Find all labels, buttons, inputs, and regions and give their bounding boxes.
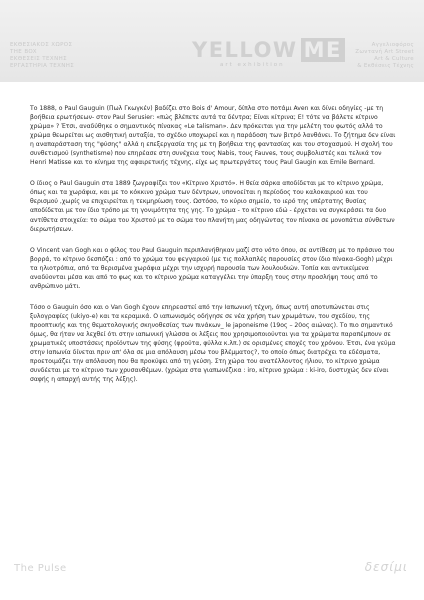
paragraph: Ο Vincent van Gogh και ο φίλος του Paul Gauguin περιπλανήθηκαν μαζί στο νότο όπου, σε αντίθεση με το πράσινο του βορρά, το κίτρινο δεσπόζει : από το χρώμα του φεγγαριού (με τις πολλαπλές παρουσίες στον ίδιο πίνακα-Gogh) μέχρι τα ηλιοτρόπια, από τα θερισμένα χωράφια μέχρι την ισχυρή παρουσία των λουλουδιών. Τοπία και αντικείμενα αναδύονται μέσα και από το φως και το κίτρινο χρώμα καταγγέλει την ύπαρξη τους στην προσλήψη τους από το ανθρώπινο μάτι. xyxy=(30,246,395,290)
header-right-line: Art & Culture xyxy=(374,56,414,62)
header-left-line: ΕΡΓΑΣΤΗΡΙΑ ΤΕΧΝΗΣ xyxy=(10,63,75,69)
header-left-line: ΕΚΘΕΣΕΙΣ ΤΕΧΝΗΣ xyxy=(10,56,68,62)
article-body xyxy=(30,104,396,396)
header-left-line: THE BOX xyxy=(10,49,37,55)
footer-right-watermark: δεσίμι xyxy=(364,560,408,574)
footer-left-watermark: The Pulse xyxy=(14,563,67,574)
paragraph: Τόσο ο Gauguin όσο και ο Van Gogh έχουν επηρεαστεί από την Ιαπωνική τέχνη, όπως αυτή αποτυπώνεται στις ξυλογραφίες (ukiyo-e) και τα κεραμικά. Ο ιαπωνισμός οδήγησε σε νέα χρήση των χρωμάτων, του σχεδίου, της προοπτικής και της θεματολογικής σκηνοθεσίας των πινάκων_ le japoneisme (19ος – 20ος αιώνας). Το πιο σημαντικό όμως, θα ήταν να λεχθεί ότι στην ιαπωνική γλώσσα οι λέξεις που χρησιμοποιούνται για τα χρώματα παραπέμπουν σε χρωματικές υποστάσεις προϊόντων της φύσης (φρούτα, φύλλα κ.λπ.) σε ορισμένες εποχές του χρόνου. Έτσι, ένα γεύμα στην Ιαπωνία δίνεται πριν απ' όλα σε μια απόλαυση μέσω του βλέμματος?, το οποίο όπως διατρέχει τα εδέσματα, προετοιμάζει την απόλαυση που θα προκύψει από τη γεύση. Στη χώρα του ανατέλλοντος ήλιου, το κίτρινο χρώμα συνδέεται με το κίτρινο των χρυσανθέμων. (χρώμα στα γιαπωνέζικα : iro, κίτρινο χρώμα : ki-iro, δυστυχώς δεν είναι σαφής η απαρχή αυτής της λέξης). xyxy=(30,303,396,384)
logo-tagline: art exhibition xyxy=(220,62,285,68)
paragraph: Το 1888, ο Paul Gauguin (Πωλ Γκωγκέν) βαδίζει στο Bois d' Amour, δίπλα στο ποτάμι Aven και δίνει οδηγίες -με τη βοήθεια ερωτήσεων- στον Paul Serusier: «πώς βλέπετε αυτά τα δέντρα; Είναι κίτρινα; Ε! τότε να βάλετε κίτρινο χρώμα» ? Έτσι, αναδύθηκε ο σημαντικός πίνακας «Le talisman». Δεν πρόκειται για την μελέτη του φωτός αλλά το χρώμα θεωρείται ως αισθητική αυταξία, το σχέδιο υποχωρεί και η παράδοση των βιτρό λανθάνει. Το ζήτημα δεν είναι η αναπαράσταση της "φύσης" αλλά η επεξεργασία της με τη βοήθεια της φαντασίας και του στοχασμού. Η σχολή του συνθετισμού (synthetisme) που επηρέασε στη συνέχεια τους Nabis, τους Fauves, τους συμβολιστές και τελικά τον Henri Matisse και το κίνημα της αφαιρετικής τέχνης, είχε ως πρωτεργάτες τους Paul Gaugin και Emile Bernard. xyxy=(30,105,396,167)
header-right-line: Αγγελιοφόρος xyxy=(371,42,414,48)
paragraph: Ο ίδιος ο Paul Gauguin στα 1889 ζωγραφίζει τον «Κίτρινο Χριστό». Η θεία σάρκα αποδίδεται με το κίτρινο χρώμα, όπως και τα χωράφια, και με το κόκκινο χρώμα των δέντρων, υπονοείται η περίοδος του καλοκαιριού και του θερισμού ,χωρίς να επιχειρείται η τεκμηρίωση τους. Ωστόσο, το κύριο σημείο, το ιερό της υπέρτατης θυσίας αποδίδεται με τον ίδιο τρόπο με τη γονιμότητα της γης. Το χρώμα - το κίτρινο εδώ - έρχεται να συγκεράσει τα δυο αντίθετα στοιχεία: το σώμα του Χριστού με το σώμα του πλανήτη μας οδηγώντας τον πίνακα σε μονοπάτια σύνθετων διερωτήσεων. xyxy=(30,180,395,233)
header-band xyxy=(0,0,424,82)
header-left-info xyxy=(10,42,160,70)
logo-box-text: ME xyxy=(301,38,345,62)
header-right-info xyxy=(304,42,414,70)
logo-main-text: YELLOW xyxy=(192,38,298,62)
header-right-line: Ζωντανή Art Street xyxy=(355,49,414,55)
header-left-line: ΕΚΘΕΣΙΑΚΟΣ ΧΩΡΟΣ xyxy=(10,42,73,48)
header-right-line: & Εκθέσεις Τέχνης xyxy=(357,63,414,69)
